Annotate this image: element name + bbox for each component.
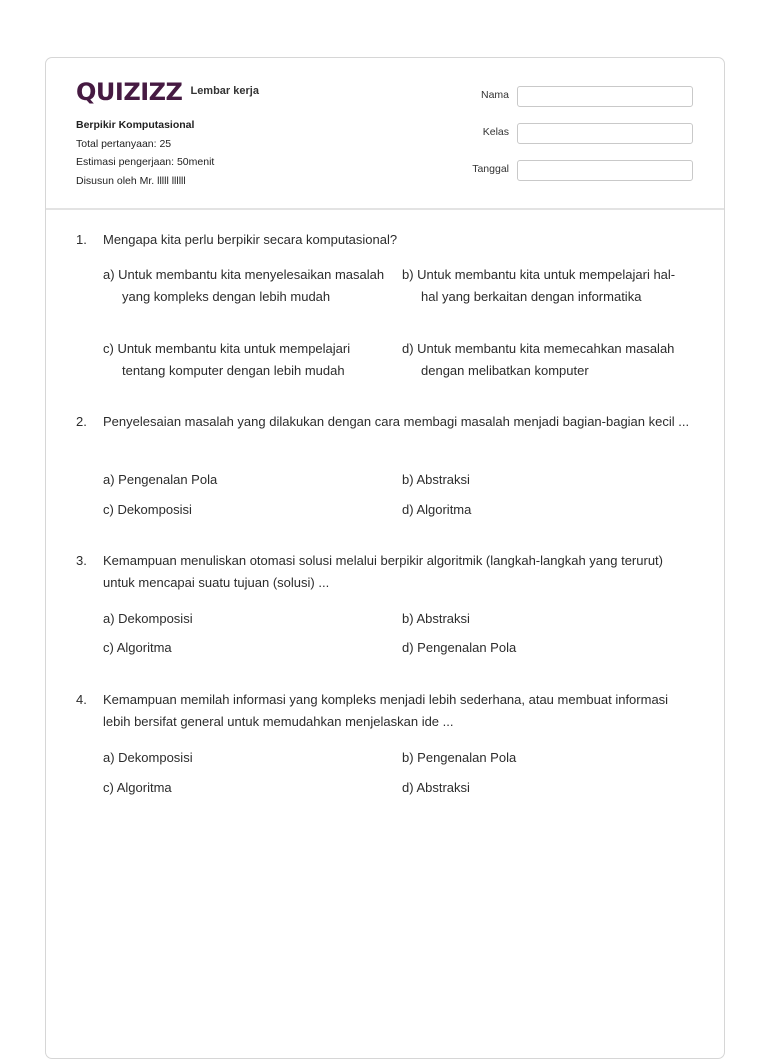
option-b[interactable]: b) Untuk membantu kita untuk mempelajari hal-hal yang berkaitan dengan informatika xyxy=(402,267,676,304)
date-label: Tanggal xyxy=(472,163,509,175)
question-prompt: Kemampuan menuliskan otomasi solusi melalui berpikir algoritmik (langkah-langkah yang terurut) untuk mencapai suatu tujuan (solusi) ... xyxy=(103,553,663,590)
option-a[interactable]: a) Pengenalan Pola xyxy=(103,472,218,487)
option-b[interactable]: b) Abstraksi xyxy=(402,472,470,487)
option-a[interactable]: a) Untuk membantu kita menyelesaikan masalah yang kompleks dengan lebih mudah xyxy=(103,267,385,304)
question-text xyxy=(76,689,696,733)
question-prompt: Mengapa kita perlu berpikir secara komputasional? xyxy=(103,232,398,247)
option-b[interactable]: b) Pengenalan Pola xyxy=(402,750,517,765)
worksheet-type-label: Lembar kerja xyxy=(190,84,259,97)
quizizz-logo: QUIZIZZ xyxy=(76,78,183,106)
option-d[interactable]: d) Pengenalan Pola xyxy=(402,640,517,655)
option-a[interactable]: a) Dekomposisi xyxy=(103,611,193,626)
name-label: Nama xyxy=(480,89,509,101)
worksheet-title: Berpikir Komputasional xyxy=(76,119,195,131)
name-field[interactable] xyxy=(517,86,693,107)
question-prompt: Penyelesaian masalah yang dilakukan dengan cara membagi masalah menjadi bagian-bagian kecil ... xyxy=(103,414,690,429)
question-text xyxy=(76,411,696,433)
question-text xyxy=(76,229,696,251)
question-number: 1. xyxy=(76,232,87,247)
question-4 xyxy=(76,689,696,799)
option-d[interactable]: d) Abstraksi xyxy=(402,780,470,795)
question-prompt: Kemampuan memilah informasi yang kompleks menjadi lebih sederhana, atau membuat informasi lebih bersifat general untuk memudahkan menjelaskan ide ... xyxy=(103,692,669,729)
question-1 xyxy=(76,229,696,389)
question-number: 3. xyxy=(76,553,87,568)
option-c[interactable]: c) Algoritma xyxy=(103,640,172,655)
worksheet xyxy=(45,57,725,1059)
question-number: 4. xyxy=(76,692,87,707)
question-3 xyxy=(76,550,696,660)
option-b[interactable]: b) Abstraksi xyxy=(402,611,470,626)
option-d[interactable]: d) Algoritma xyxy=(402,502,472,517)
worksheet-header xyxy=(46,58,724,210)
question-number: 2. xyxy=(76,414,87,429)
date-field[interactable] xyxy=(517,160,693,181)
brand-row xyxy=(76,80,259,104)
author: Disusun oleh Mr. lllll llllll xyxy=(76,174,186,187)
option-c[interactable]: c) Dekomposisi xyxy=(103,502,192,517)
option-a[interactable]: a) Dekomposisi xyxy=(103,750,193,765)
question-2 xyxy=(76,411,696,521)
time-estimate: Estimasi pengerjaan: 50menit xyxy=(76,156,215,168)
class-field[interactable] xyxy=(517,123,693,144)
option-c[interactable]: c) Algoritma xyxy=(103,780,172,795)
worksheet-meta xyxy=(76,116,214,190)
option-c[interactable]: c) Untuk membantu kita untuk mempelajari tentang komputer dengan lebih mudah xyxy=(103,341,351,378)
total-questions: Total pertanyaan: 25 xyxy=(76,137,172,150)
class-label: Kelas xyxy=(482,126,509,138)
question-text xyxy=(76,550,696,594)
option-d[interactable]: d) Untuk membantu kita memecahkan masalah dengan melibatkan komputer xyxy=(402,341,675,378)
